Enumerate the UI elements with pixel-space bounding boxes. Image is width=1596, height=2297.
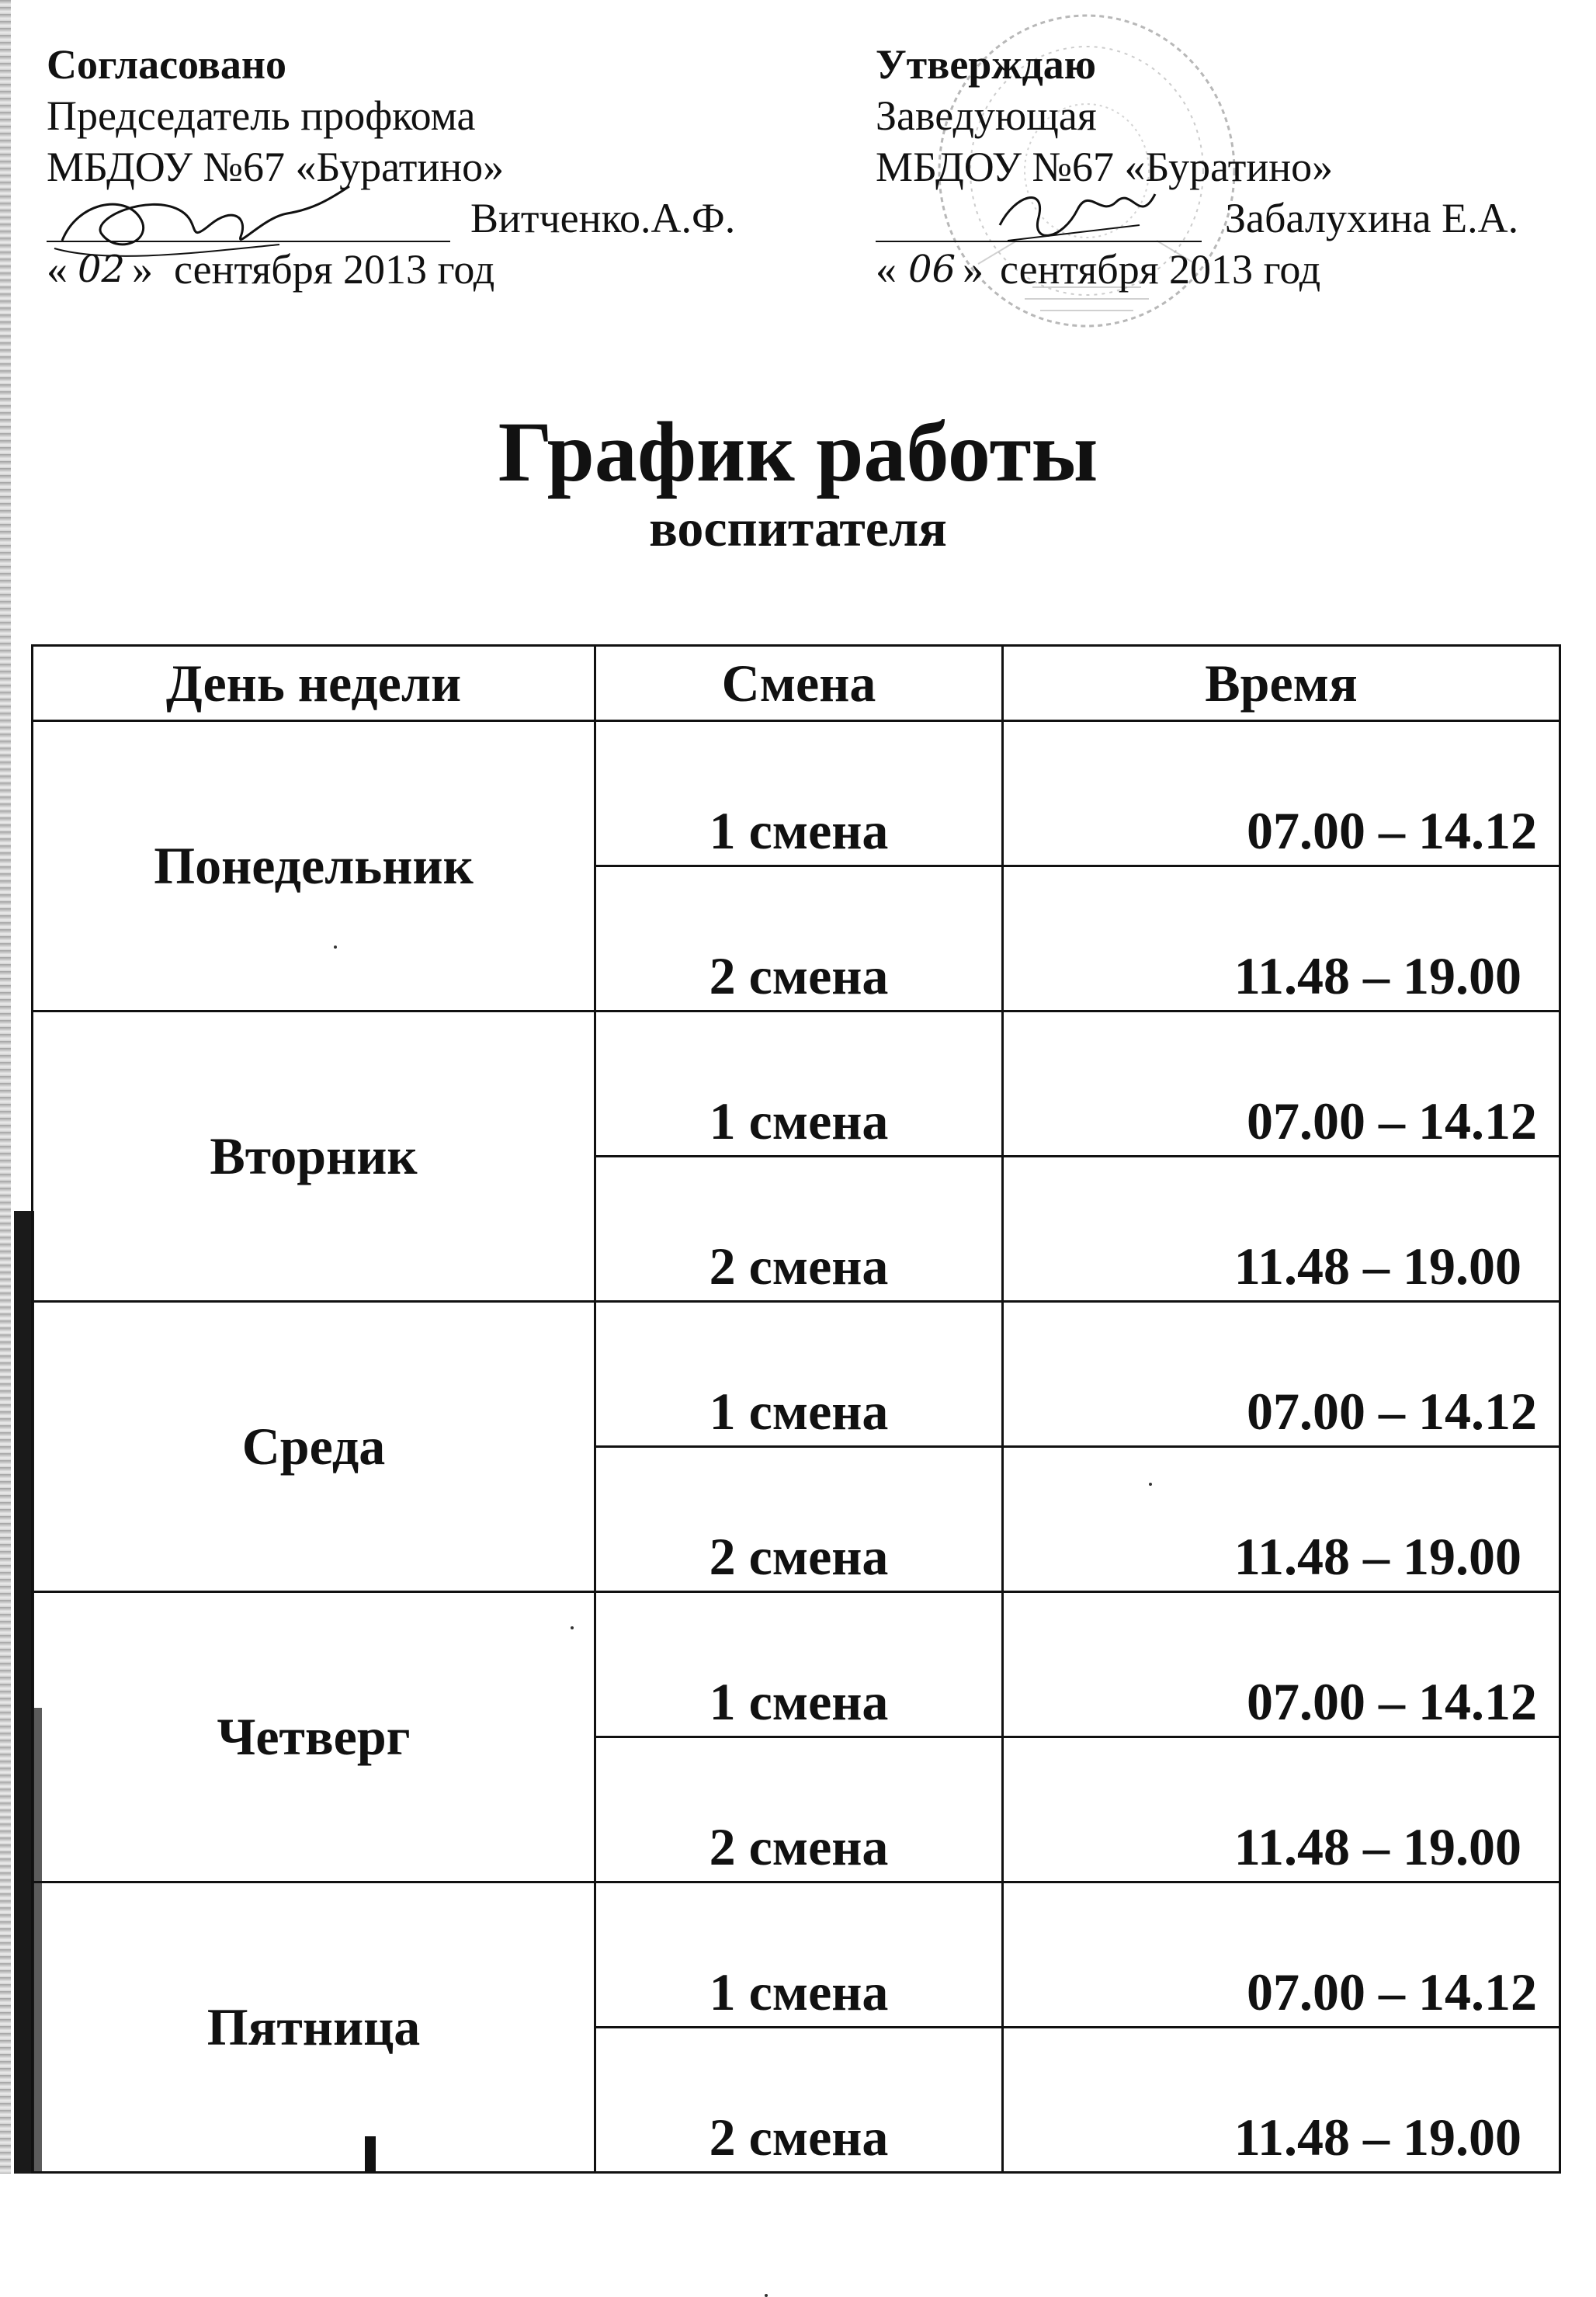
time-range: 07.00 – 14.12 [1247, 801, 1537, 860]
approval-block-agreed [47, 39, 792, 295]
shift-label: 2 смена [709, 2108, 889, 2167]
scan-speck [334, 946, 337, 949]
shift-cell [595, 1302, 1003, 1447]
date-month-year: сентября 2013 год [1000, 246, 1321, 293]
time-cell [1003, 866, 1560, 1011]
time-cell [1003, 1737, 1560, 1882]
signatory-name: Витченко.А.Ф. [470, 195, 736, 241]
time-range: 07.00 – 14.12 [1247, 1962, 1537, 2021]
time-cell [1003, 1011, 1560, 1157]
time-range: 11.48 – 19.00 [1233, 1527, 1521, 1586]
scan-speck [1149, 1483, 1152, 1486]
date-quote-close: » [963, 246, 984, 293]
day-cell [33, 1882, 595, 2173]
date-quote-open: « [876, 246, 897, 293]
approval-organization: МБДОУ №67 «Буратино» [876, 144, 1334, 190]
approval-date [47, 244, 792, 295]
shift-label: 2 смена [709, 1237, 889, 1296]
day-label: Понедельник [154, 836, 474, 895]
time-range: 11.48 – 19.00 [1233, 946, 1521, 1005]
day-label: Вторник [210, 1126, 418, 1185]
signature-row [47, 193, 792, 244]
shift-label: 2 смена [709, 946, 889, 1005]
date-quote-close: » [132, 246, 153, 293]
time-range: 07.00 – 14.12 [1247, 1382, 1537, 1441]
time-cell [1003, 2028, 1560, 2173]
day-label: Среда [241, 1417, 386, 1476]
approval-heading: Согласовано [47, 41, 286, 88]
date-day-handwritten: 06 [908, 248, 956, 291]
day-cell [33, 721, 595, 1011]
table-header-row [33, 646, 1560, 721]
shift-label: 1 смена [709, 1962, 889, 2021]
day-cell [33, 1592, 595, 1882]
shift-cell [595, 721, 1003, 866]
signatory-name: Забалухина Е.А. [1225, 195, 1519, 241]
column-header-shift: Смена [595, 646, 1003, 721]
shift-label: 1 смена [709, 801, 889, 860]
shift-label: 2 смена [709, 1817, 889, 1876]
approval-organization: МБДОУ №67 «Буратино» [47, 144, 505, 190]
time-cell [1003, 1592, 1560, 1737]
date-quote-open: « [47, 246, 68, 293]
shift-cell [595, 1447, 1003, 1592]
time-cell [1003, 1447, 1560, 1592]
shift-cell [595, 1737, 1003, 1882]
document-subtitle: воспитателя [649, 498, 947, 557]
shift-cell [595, 1592, 1003, 1737]
shift-label: 2 смена [709, 1527, 889, 1586]
date-month-year: сентября 2013 год [174, 246, 495, 293]
day-label: Четверг [217, 1707, 411, 1766]
time-range: 11.48 – 19.00 [1233, 2108, 1521, 2167]
time-cell [1003, 1157, 1560, 1302]
shift-label: 1 смена [709, 1672, 889, 1731]
time-range: 11.48 – 19.00 [1233, 1237, 1521, 1296]
time-cell [1003, 721, 1560, 866]
approval-date [876, 244, 1590, 295]
shift-cell [595, 1157, 1003, 1302]
day-cell [33, 1302, 595, 1592]
shift-cell [595, 1882, 1003, 2028]
time-cell [1003, 1302, 1560, 1447]
shift-label: 1 смена [709, 1382, 889, 1441]
scan-mark-bottom [365, 2136, 376, 2174]
approval-position: Председатель профкома [47, 92, 476, 139]
shift-cell [595, 2028, 1003, 2173]
table-row [33, 1011, 1560, 1157]
column-header-time: Время [1003, 646, 1560, 721]
shift-label: 1 смена [709, 1091, 889, 1150]
document-title: График работы [498, 404, 1098, 499]
date-day-handwritten: 02 [78, 248, 126, 291]
day-cell [33, 1011, 595, 1302]
table-row [33, 1882, 1560, 2028]
table-row [33, 1302, 1560, 1447]
work-schedule-table [31, 644, 1561, 2174]
column-header-day: День недели [33, 646, 595, 721]
approval-heading: Утверждаю [876, 41, 1097, 88]
approval-position: Заведующая [876, 92, 1097, 139]
signature-row [876, 193, 1590, 244]
time-range: 07.00 – 14.12 [1247, 1091, 1537, 1150]
time-range: 07.00 – 14.12 [1247, 1672, 1537, 1731]
table-row [33, 721, 1560, 866]
shift-cell [595, 1011, 1003, 1157]
day-label: Пятница [206, 1997, 421, 2056]
time-range: 11.48 – 19.00 [1233, 1817, 1521, 1876]
time-cell [1003, 1882, 1560, 2028]
scan-edge-artifact [0, 0, 11, 2174]
shift-cell [595, 866, 1003, 1011]
scan-speck [571, 1626, 574, 1629]
approval-block-approved [876, 39, 1590, 295]
scan-speck [765, 2294, 768, 2297]
table-row [33, 1592, 1560, 1737]
